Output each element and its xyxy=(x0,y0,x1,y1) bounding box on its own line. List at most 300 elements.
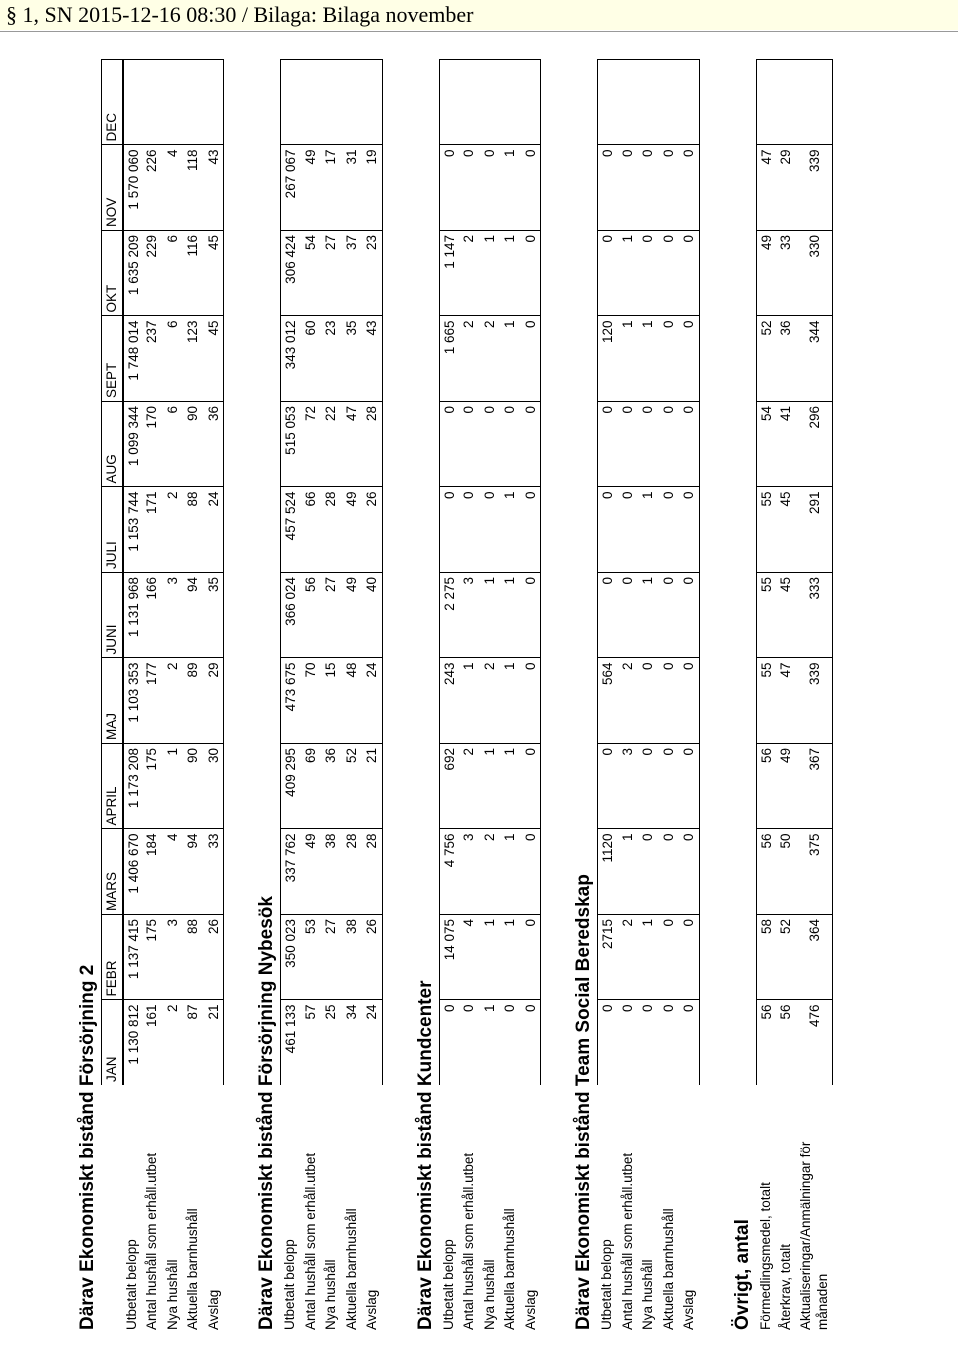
table-cell: 0 xyxy=(521,829,542,915)
table-cell xyxy=(797,59,833,145)
table-cell: 88 xyxy=(183,914,204,1000)
row-label: Nya hushåll xyxy=(164,1259,180,1330)
table-cell: 30 xyxy=(204,743,225,829)
table-cell: 0 xyxy=(679,829,700,915)
table-cell: 0 xyxy=(659,230,680,316)
table-cell: 0 xyxy=(439,1000,460,1086)
table-cell: 1 130 812 xyxy=(122,1000,143,1086)
row-label: Antal hushåll som erhåll.utbet xyxy=(619,1152,635,1330)
table-cell: 515 053 xyxy=(280,401,301,487)
row-label: Aktuella barnhushåll xyxy=(343,1208,359,1330)
table-cell: 0 xyxy=(679,316,700,402)
table-cell: 291 xyxy=(797,487,833,573)
table-cell: 25 xyxy=(321,1000,342,1086)
table-cell: 45 xyxy=(776,572,797,658)
table-cell: 1 xyxy=(500,487,521,573)
table-cell: 0 xyxy=(659,743,680,829)
table-cell: 50 xyxy=(776,829,797,915)
table-cell xyxy=(638,59,659,145)
table-cell: 21 xyxy=(362,743,383,829)
table-cell: 0 xyxy=(659,1000,680,1086)
table-cell: 116 xyxy=(183,230,204,316)
table-cell: 1 xyxy=(618,316,639,402)
row-label: Avslag xyxy=(364,1289,379,1330)
table-cell: 0 xyxy=(679,743,700,829)
table-cell: 28 xyxy=(362,829,383,915)
table-cell: 0 xyxy=(480,401,501,487)
table-cell: 3 xyxy=(459,829,480,915)
table-cell: 473 675 xyxy=(280,658,301,744)
table-cell: 339 xyxy=(797,145,833,231)
table-cell xyxy=(756,59,777,145)
table-cell: 0 xyxy=(638,401,659,487)
table-cell: 184 xyxy=(142,829,163,915)
table-cell: 0 xyxy=(597,230,618,316)
table-cell: 123 xyxy=(183,316,204,402)
table-cell: 2 xyxy=(480,829,501,915)
row-label: Utbetalt belopp xyxy=(123,1239,139,1330)
table-cell: 52 xyxy=(776,914,797,1000)
month-header-cell: DEC xyxy=(101,59,122,145)
table-cell: 90 xyxy=(183,401,204,487)
table-cell: 35 xyxy=(342,316,363,402)
table-cell: 1 103 353 xyxy=(122,658,143,744)
section-title: Därav Ekonomiskt bistånd Försörjning 2 xyxy=(77,964,98,1330)
report-section xyxy=(413,30,542,1330)
table-cell xyxy=(301,59,322,145)
table-cell: 177 xyxy=(142,658,163,744)
table-row xyxy=(183,30,204,1330)
table-cell: 0 xyxy=(439,487,460,573)
table-cell: 367 xyxy=(797,743,833,829)
table-cell: 49 xyxy=(342,487,363,573)
table-cell: 118 xyxy=(183,145,204,231)
table-cell: 375 xyxy=(797,829,833,915)
table-cell: 1 153 744 xyxy=(122,487,143,573)
table-cell xyxy=(183,59,204,145)
table-cell: 0 xyxy=(679,1000,700,1086)
table-cell: 0 xyxy=(638,743,659,829)
table-cell: 0 xyxy=(659,487,680,573)
table-cell: 409 295 xyxy=(280,743,301,829)
table-cell: 0 xyxy=(638,145,659,231)
table-cell: 29 xyxy=(204,658,225,744)
table-cell: 0 xyxy=(638,230,659,316)
table-cell: 14 075 xyxy=(439,914,460,1000)
table-cell: 0 xyxy=(597,743,618,829)
table-cell: 31 xyxy=(342,145,363,231)
table-cell: 90 xyxy=(183,743,204,829)
table-cell: 21 xyxy=(204,1000,225,1086)
table-cell: 0 xyxy=(659,829,680,915)
row-label-empty xyxy=(101,1085,122,1330)
table-cell: 0 xyxy=(521,487,542,573)
table-row xyxy=(597,30,618,1330)
table-cell: 0 xyxy=(439,401,460,487)
table-cell: 6 xyxy=(163,230,184,316)
table-row xyxy=(122,30,143,1330)
table-cell: 1 xyxy=(500,316,521,402)
table-cell: 1 xyxy=(500,743,521,829)
table-cell: 54 xyxy=(756,401,777,487)
header-text: § 1, SN 2015-12-16 08:30 / Bilaga: Bilaga november xyxy=(6,2,474,27)
row-label: Aktuella barnhushåll xyxy=(185,1208,200,1330)
table-cell: 38 xyxy=(321,829,342,915)
table-cell: 69 xyxy=(301,743,322,829)
table-cell: 2 xyxy=(459,743,480,829)
section-title: Övrigt, antal xyxy=(731,1219,753,1330)
table-cell: 56 xyxy=(756,1000,777,1086)
table-cell: 36 xyxy=(321,743,342,829)
month-header-cell: OKT xyxy=(101,230,122,316)
table-cell: 24 xyxy=(204,487,225,573)
table-cell xyxy=(500,59,521,145)
table-cell: 161 xyxy=(142,1000,163,1086)
table-cell: 0 xyxy=(659,914,680,1000)
table-cell: 0 xyxy=(459,487,480,573)
table-cell: 2 xyxy=(163,1000,184,1086)
section-gap xyxy=(700,30,730,1330)
table-cell xyxy=(280,59,301,145)
table-row xyxy=(204,30,225,1330)
table-cell: 1 xyxy=(480,1000,501,1086)
table-cell: 564 xyxy=(597,658,618,744)
table-cell: 35 xyxy=(204,572,225,658)
table-cell: 333 xyxy=(797,572,833,658)
table-cell: 476 xyxy=(797,1000,833,1086)
table-cell: 17 xyxy=(321,145,342,231)
row-label: Antal hushåll som erhåll.utbet xyxy=(144,1152,159,1330)
table-cell: 0 xyxy=(459,1000,480,1086)
table-cell: 58 xyxy=(756,914,777,1000)
table-cell: 66 xyxy=(301,487,322,573)
table-row xyxy=(362,30,383,1330)
table-cell: 23 xyxy=(362,230,383,316)
table-cell: 344 xyxy=(797,316,833,402)
table-cell: 45 xyxy=(204,316,225,402)
section-gap xyxy=(224,30,254,1330)
table-cell: 0 xyxy=(679,145,700,231)
table-cell: 1 406 670 xyxy=(122,829,143,915)
month-header-cell: MARS xyxy=(101,829,122,915)
table-cell: 1 xyxy=(638,487,659,573)
table-cell: 1 xyxy=(500,658,521,744)
table-cell: 49 xyxy=(756,230,777,316)
row-label: Antal hushåll som erhåll.utbet xyxy=(302,1152,318,1330)
table-cell: 1 147 xyxy=(439,230,460,316)
table-cell: 47 xyxy=(756,145,777,231)
table-cell: 461 133 xyxy=(280,1000,301,1086)
table-row xyxy=(142,30,163,1330)
table-cell: 0 xyxy=(521,145,542,231)
table-cell: 53 xyxy=(301,914,322,1000)
table-cell: 55 xyxy=(756,572,777,658)
table-cell: 1 xyxy=(618,230,639,316)
table-cell: 1120 xyxy=(597,829,618,915)
table-cell: 1 xyxy=(638,572,659,658)
table-cell xyxy=(459,59,480,145)
table-row xyxy=(638,30,659,1330)
table-row xyxy=(480,30,501,1330)
table-cell: 0 xyxy=(459,145,480,231)
table-cell xyxy=(679,59,700,145)
table-cell: 49 xyxy=(301,829,322,915)
table-cell: 2 xyxy=(163,487,184,573)
table-cell: 170 xyxy=(142,401,163,487)
table-cell: 175 xyxy=(142,743,163,829)
table-cell: 1 xyxy=(459,658,480,744)
table-cell: 28 xyxy=(342,829,363,915)
table-cell: 28 xyxy=(362,401,383,487)
table-cell: 47 xyxy=(776,658,797,744)
table-cell: 1 xyxy=(500,145,521,231)
table-cell: 0 xyxy=(480,487,501,573)
table-cell: 0 xyxy=(679,914,700,1000)
table-cell: 94 xyxy=(183,829,204,915)
table-cell: 0 xyxy=(597,1000,618,1086)
table-row xyxy=(776,30,797,1330)
section-title: Därav Ekonomiskt bistånd Försörjning Nybesök xyxy=(256,896,277,1330)
table-cell: 56 xyxy=(756,743,777,829)
table-cell: 36 xyxy=(204,401,225,487)
table-cell: 1 570 060 xyxy=(122,145,143,231)
row-label: Avslag xyxy=(205,1289,221,1330)
row-label: Återkrav, totalt xyxy=(778,1243,793,1330)
table-cell: 26 xyxy=(362,914,383,1000)
table-cell: 0 xyxy=(521,1000,542,1086)
table-cell: 1 665 xyxy=(439,316,460,402)
table-cell: 1 xyxy=(618,829,639,915)
table-cell xyxy=(362,59,383,145)
table-cell: 2 xyxy=(163,658,184,744)
table-cell xyxy=(776,59,797,145)
table-row xyxy=(618,30,639,1330)
table-cell: 56 xyxy=(301,572,322,658)
table-cell: 1 xyxy=(500,914,521,1000)
table-cell: 2 xyxy=(459,230,480,316)
table-cell: 2 275 xyxy=(439,572,460,658)
report-section xyxy=(730,30,833,1330)
table-cell: 692 xyxy=(439,743,460,829)
month-header-cell: JULI xyxy=(101,487,122,573)
table-cell xyxy=(439,59,460,145)
table-cell: 1 xyxy=(480,230,501,316)
row-label: Förmedlingsmedel, totalt xyxy=(757,1182,773,1330)
table-cell: 24 xyxy=(362,1000,383,1086)
table-cell: 45 xyxy=(776,487,797,573)
table-cell: 350 023 xyxy=(280,914,301,1000)
table-cell: 0 xyxy=(638,1000,659,1086)
table-cell: 60 xyxy=(301,316,322,402)
table-cell: 4 xyxy=(459,914,480,1000)
table-cell: 1 173 208 xyxy=(122,743,143,829)
table-cell: 166 xyxy=(142,572,163,658)
table-cell: 0 xyxy=(679,658,700,744)
table-cell: 48 xyxy=(342,658,363,744)
table-cell: 0 xyxy=(638,658,659,744)
table-cell: 27 xyxy=(321,230,342,316)
table-cell: 40 xyxy=(362,572,383,658)
row-label: Nya hushåll xyxy=(640,1259,655,1330)
table-cell: 4 756 xyxy=(439,829,460,915)
table-cell: 0 xyxy=(521,658,542,744)
table-cell xyxy=(659,59,680,145)
table-cell: 23 xyxy=(321,316,342,402)
table-cell: 29 xyxy=(776,145,797,231)
table-cell: 0 xyxy=(480,145,501,231)
table-cell: 175 xyxy=(142,914,163,1000)
month-header-cell: JAN xyxy=(101,1000,122,1086)
table-cell: 1 xyxy=(480,914,501,1000)
table-cell: 27 xyxy=(321,572,342,658)
table-cell: 330 xyxy=(797,230,833,316)
table-cell: 55 xyxy=(756,487,777,573)
table-cell: 0 xyxy=(500,401,521,487)
section-title: Därav Ekonomiskt bistånd Kundcenter xyxy=(414,980,436,1330)
table-cell: 43 xyxy=(362,316,383,402)
table-cell: 47 xyxy=(342,401,363,487)
table-cell: 27 xyxy=(321,914,342,1000)
month-header-cell: MAJ xyxy=(101,658,122,744)
table-cell: 237 xyxy=(142,316,163,402)
table-cell: 3 xyxy=(163,572,184,658)
table-cell: 229 xyxy=(142,230,163,316)
row-label: Nya hushåll xyxy=(323,1259,338,1330)
row-label: Nya hushåll xyxy=(481,1259,497,1330)
table-cell: 1 xyxy=(638,914,659,1000)
table-cell: 0 xyxy=(521,743,542,829)
table-cell xyxy=(521,59,542,145)
table-cell xyxy=(163,59,184,145)
table-cell: 72 xyxy=(301,401,322,487)
month-header-cell: JUNI xyxy=(101,572,122,658)
table-cell: 267 067 xyxy=(280,145,301,231)
table-cell: 0 xyxy=(659,145,680,231)
month-header-cell: SEPT xyxy=(101,316,122,402)
table-cell: 15 xyxy=(321,658,342,744)
page-header xyxy=(0,0,958,30)
table-cell: 0 xyxy=(597,145,618,231)
table-cell: 2 xyxy=(480,658,501,744)
table-cell: 87 xyxy=(183,1000,204,1086)
table-cell: 296 xyxy=(797,401,833,487)
table-row xyxy=(342,30,363,1330)
table-cell: 0 xyxy=(459,401,480,487)
table-cell: 0 xyxy=(659,572,680,658)
table-cell: 52 xyxy=(756,316,777,402)
table-cell: 38 xyxy=(342,914,363,1000)
rotated-report xyxy=(75,30,875,1330)
table-cell: 1 137 415 xyxy=(122,914,143,1000)
row-label: Antal hushåll som erhåll.utbet xyxy=(461,1152,476,1330)
table-cell: 41 xyxy=(776,401,797,487)
table-row xyxy=(459,30,480,1330)
table-cell: 343 012 xyxy=(280,316,301,402)
table-cell: 0 xyxy=(638,829,659,915)
row-label: Avslag xyxy=(681,1289,696,1330)
table-row xyxy=(439,30,460,1330)
report-section xyxy=(571,30,700,1330)
table-cell: 0 xyxy=(521,914,542,1000)
table-cell: 1 xyxy=(500,230,521,316)
table-cell: 3 xyxy=(163,914,184,1000)
table-cell xyxy=(342,59,363,145)
month-header-cell: AUG xyxy=(101,401,122,487)
table-row xyxy=(756,30,777,1330)
table-cell xyxy=(122,59,143,145)
table-cell: 3 xyxy=(459,572,480,658)
table-cell: 45 xyxy=(204,230,225,316)
table-cell: 0 xyxy=(521,316,542,402)
table-cell: 2 xyxy=(459,316,480,402)
table-cell: 1 748 014 xyxy=(122,316,143,402)
table-cell xyxy=(618,59,639,145)
table-cell: 0 xyxy=(597,487,618,573)
row-label: Utbetalt belopp xyxy=(440,1239,456,1330)
month-header-cell: FEBR xyxy=(101,914,122,1000)
table-cell: 33 xyxy=(204,829,225,915)
table-cell: 57 xyxy=(301,1000,322,1086)
table-cell: 0 xyxy=(597,401,618,487)
table-cell: 337 762 xyxy=(280,829,301,915)
table-cell: 2 xyxy=(618,914,639,1000)
month-header-cell: NOV xyxy=(101,145,122,231)
table-cell: 366 024 xyxy=(280,572,301,658)
table-cell: 0 xyxy=(618,1000,639,1086)
table-cell: 1 099 344 xyxy=(122,401,143,487)
table-cell: 0 xyxy=(439,145,460,231)
table-cell: 0 xyxy=(659,401,680,487)
table-cell: 2 xyxy=(480,316,501,402)
table-cell: 457 524 xyxy=(280,487,301,573)
table-row xyxy=(659,30,680,1330)
table-cell: 0 xyxy=(597,572,618,658)
table-cell: 0 xyxy=(521,401,542,487)
table-row xyxy=(797,30,833,1330)
table-cell: 2715 xyxy=(597,914,618,1000)
table-cell: 226 xyxy=(142,145,163,231)
table-cell: 0 xyxy=(679,572,700,658)
table-cell: 0 xyxy=(659,658,680,744)
table-cell: 3 xyxy=(618,743,639,829)
table-cell: 89 xyxy=(183,658,204,744)
table-row xyxy=(301,30,322,1330)
report-section xyxy=(254,30,383,1330)
row-label: Utbetalt belopp xyxy=(282,1239,297,1330)
table-cell: 49 xyxy=(342,572,363,658)
month-header-row xyxy=(101,30,122,1330)
table-cell: 0 xyxy=(679,230,700,316)
table-cell: 364 xyxy=(797,914,833,1000)
table-cell: 56 xyxy=(776,1000,797,1086)
table-cell: 1 xyxy=(480,572,501,658)
table-cell: 0 xyxy=(521,230,542,316)
table-cell: 37 xyxy=(342,230,363,316)
table-cell: 49 xyxy=(301,145,322,231)
table-cell: 4 xyxy=(163,829,184,915)
table-cell: 243 xyxy=(439,658,460,744)
table-row xyxy=(679,30,700,1330)
table-cell: 306 424 xyxy=(280,230,301,316)
table-cell: 6 xyxy=(163,401,184,487)
table-cell: 6 xyxy=(163,316,184,402)
month-header-cell: APRIL xyxy=(101,743,122,829)
table-cell: 120 xyxy=(597,316,618,402)
table-cell: 0 xyxy=(618,145,639,231)
table-cell: 24 xyxy=(362,658,383,744)
table-cell: 54 xyxy=(301,230,322,316)
table-cell: 36 xyxy=(776,316,797,402)
